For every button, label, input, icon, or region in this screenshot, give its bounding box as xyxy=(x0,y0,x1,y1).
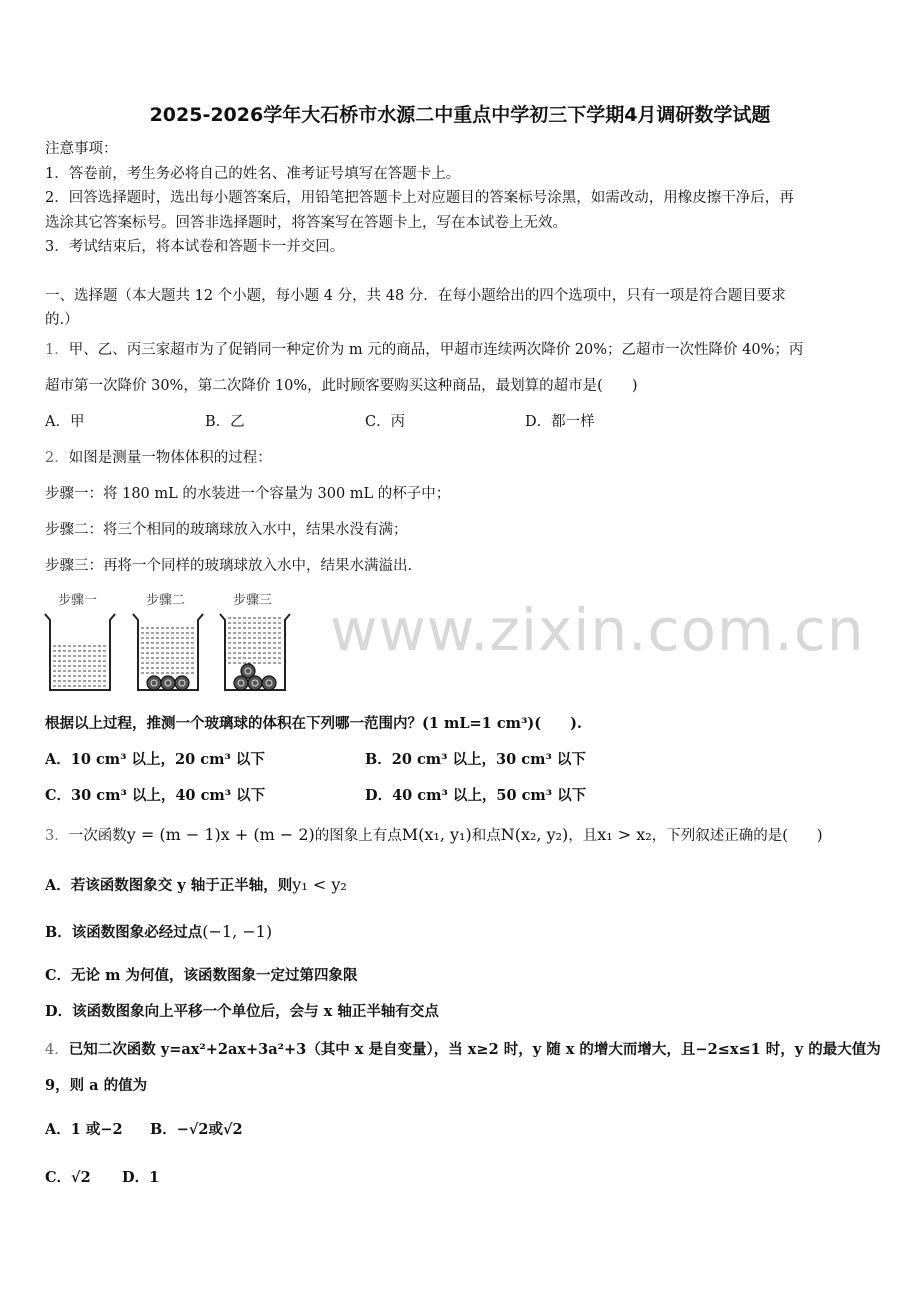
notes-heading: 注意事项： xyxy=(45,141,118,157)
q3-option-b xyxy=(45,921,272,942)
q3-option-d: D．该函数图象向上平移一个单位后，会与 x 轴正半轴有交点 xyxy=(45,1003,439,1020)
note-1: 1．答卷前，考生务必将自己的姓名、准考证号填写在答题卡上。 xyxy=(45,166,461,182)
beaker-3 xyxy=(220,614,290,690)
beaker-1 xyxy=(45,614,115,690)
q2-option-d: D．40 cm³ 以上，50 cm³ 以下 xyxy=(365,787,587,804)
q1-option-c: C．丙 xyxy=(365,414,406,430)
q2-option-c: C．30 cm³ 以上，40 cm³ 以下 xyxy=(45,787,266,804)
note-3: 3．考试结束后，将本试卷和答题卡一并交回。 xyxy=(45,239,345,255)
q2-option-a: A．10 cm³ 以上，20 cm³ 以下 xyxy=(45,751,265,768)
q4-stem-line-1: 已知二次函数 y=ax²+2ax+3a²+3（其中 x 是自变量），当 x≥2 时，y 随 x 的增大而增大，且−2≤x≤1 时，y 的最大值为 xyxy=(68,1041,881,1058)
q2-stem: 如图是测量一物体体积的过程： xyxy=(68,450,272,466)
q4-option-a: A．1 或−2 xyxy=(45,1121,123,1138)
q1-stem-line-1: 甲、乙、丙三家超市为了促销同一种定价为 m 元的商品，甲超市连续两次降价 20%；乙超市一次性降价 40%；丙 xyxy=(68,342,804,358)
q2-step-3: 步骤三：再将一个同样的玻璃球放入水中，结果水满溢出. xyxy=(45,558,413,574)
q3-option-a xyxy=(45,874,347,895)
beaker-2 xyxy=(133,614,203,690)
q1-option-a: A．甲 xyxy=(45,414,85,430)
q3-option-b-text: B．该函数图象必经过点 xyxy=(45,924,203,941)
q2-option-b: B．20 cm³ 以上，30 cm³ 以下 xyxy=(365,751,586,768)
q2-line-1 xyxy=(45,446,272,467)
q3-text-5: ，下列叙述正确的是( ) xyxy=(651,828,823,844)
q3-text-2: 的图象上有点 xyxy=(314,828,402,844)
q3-number: 3． xyxy=(45,828,69,844)
q3-condition: x₁ > x₂ xyxy=(597,825,652,844)
q2-question: 根据以上过程，推测一个玻璃球的体积在下列哪一范围内？(1 mL=1 cm³)( ). xyxy=(45,715,582,732)
q3-point-n: N(x₂, y₂) xyxy=(500,825,569,844)
q3-option-a-math: y₁ < y₂ xyxy=(292,875,347,894)
exam-title: 2025-2026学年大石桥市水源二中重点中学初三下学期4月调研数学试题 xyxy=(149,104,771,126)
q1-option-b: B．乙 xyxy=(205,414,245,430)
section-heading-line-2: 的.） xyxy=(45,312,79,328)
q3-text-3: 和点 xyxy=(471,828,501,844)
q3-option-a-text: A．若该函数图象交 y 轴于正半轴，则 xyxy=(45,877,293,894)
q4-option-d: D．1 xyxy=(122,1169,160,1186)
q4-option-b: B．−√2或√2 xyxy=(150,1121,243,1138)
q3-option-c: C．无论 m 为何值，该函数图象一定过第四象限 xyxy=(45,967,358,984)
watermark: www.zixin.com.cn xyxy=(330,596,865,664)
q3-text-1: 一次函数 xyxy=(68,828,127,844)
q1-line-1 xyxy=(45,338,803,359)
fig-label-step-2: 步骤二 xyxy=(146,593,186,608)
q4-number: 4． xyxy=(45,1042,69,1058)
q4-option-c: C．√2 xyxy=(45,1169,91,1186)
q4-stem-line-2: 9，则 a 的值为 xyxy=(45,1077,148,1094)
section-heading-line-1: 一、选择题（本大题共 12 个小题，每小题 4 分，共 48 分．在每小题给出的四个选项中，只有一项是符合题目要求 xyxy=(45,288,786,304)
q2-beaker-figure xyxy=(40,588,300,696)
q1-option-d: D．都一样 xyxy=(525,414,595,430)
q3-function: y = (m − 1)x + (m − 2) xyxy=(126,825,315,844)
q2-step-2: 步骤二：将三个相同的玻璃球放入水中，结果水没有满； xyxy=(45,522,408,538)
fig-label-step-1: 步骤一 xyxy=(58,593,98,608)
note-2-line-2: 选涂其它答案标号。回答非选择题时，将答案写在答题卡上，写在本试卷上无效。 xyxy=(45,215,567,231)
q3-line-1 xyxy=(45,824,823,845)
q1-number: 1． xyxy=(45,342,69,358)
fig-label-step-3: 步骤三 xyxy=(233,593,273,608)
q2-step-1: 步骤一：将 180 mL 的水装进一个容量为 300 mL 的杯子中； xyxy=(45,486,451,502)
q3-option-b-math: (−1, −1) xyxy=(202,922,273,941)
q1-stem-line-2: 超市第一次降价 30%，第二次降价 10%，此时顾客要购买这种商品，最划算的超市是( ) xyxy=(45,378,638,394)
q2-number: 2． xyxy=(45,450,69,466)
q3-point-m: M(x₁, y₁) xyxy=(401,825,472,844)
note-2-line-1: 2．回答选择题时，选出每小题答案后，用铅笔把答题卡上对应题目的答案标号涂黑，如需改动，用橡皮擦干净后，再 xyxy=(45,190,794,206)
q4-line-1 xyxy=(45,1038,881,1059)
q3-text-4: ，且 xyxy=(568,828,598,844)
